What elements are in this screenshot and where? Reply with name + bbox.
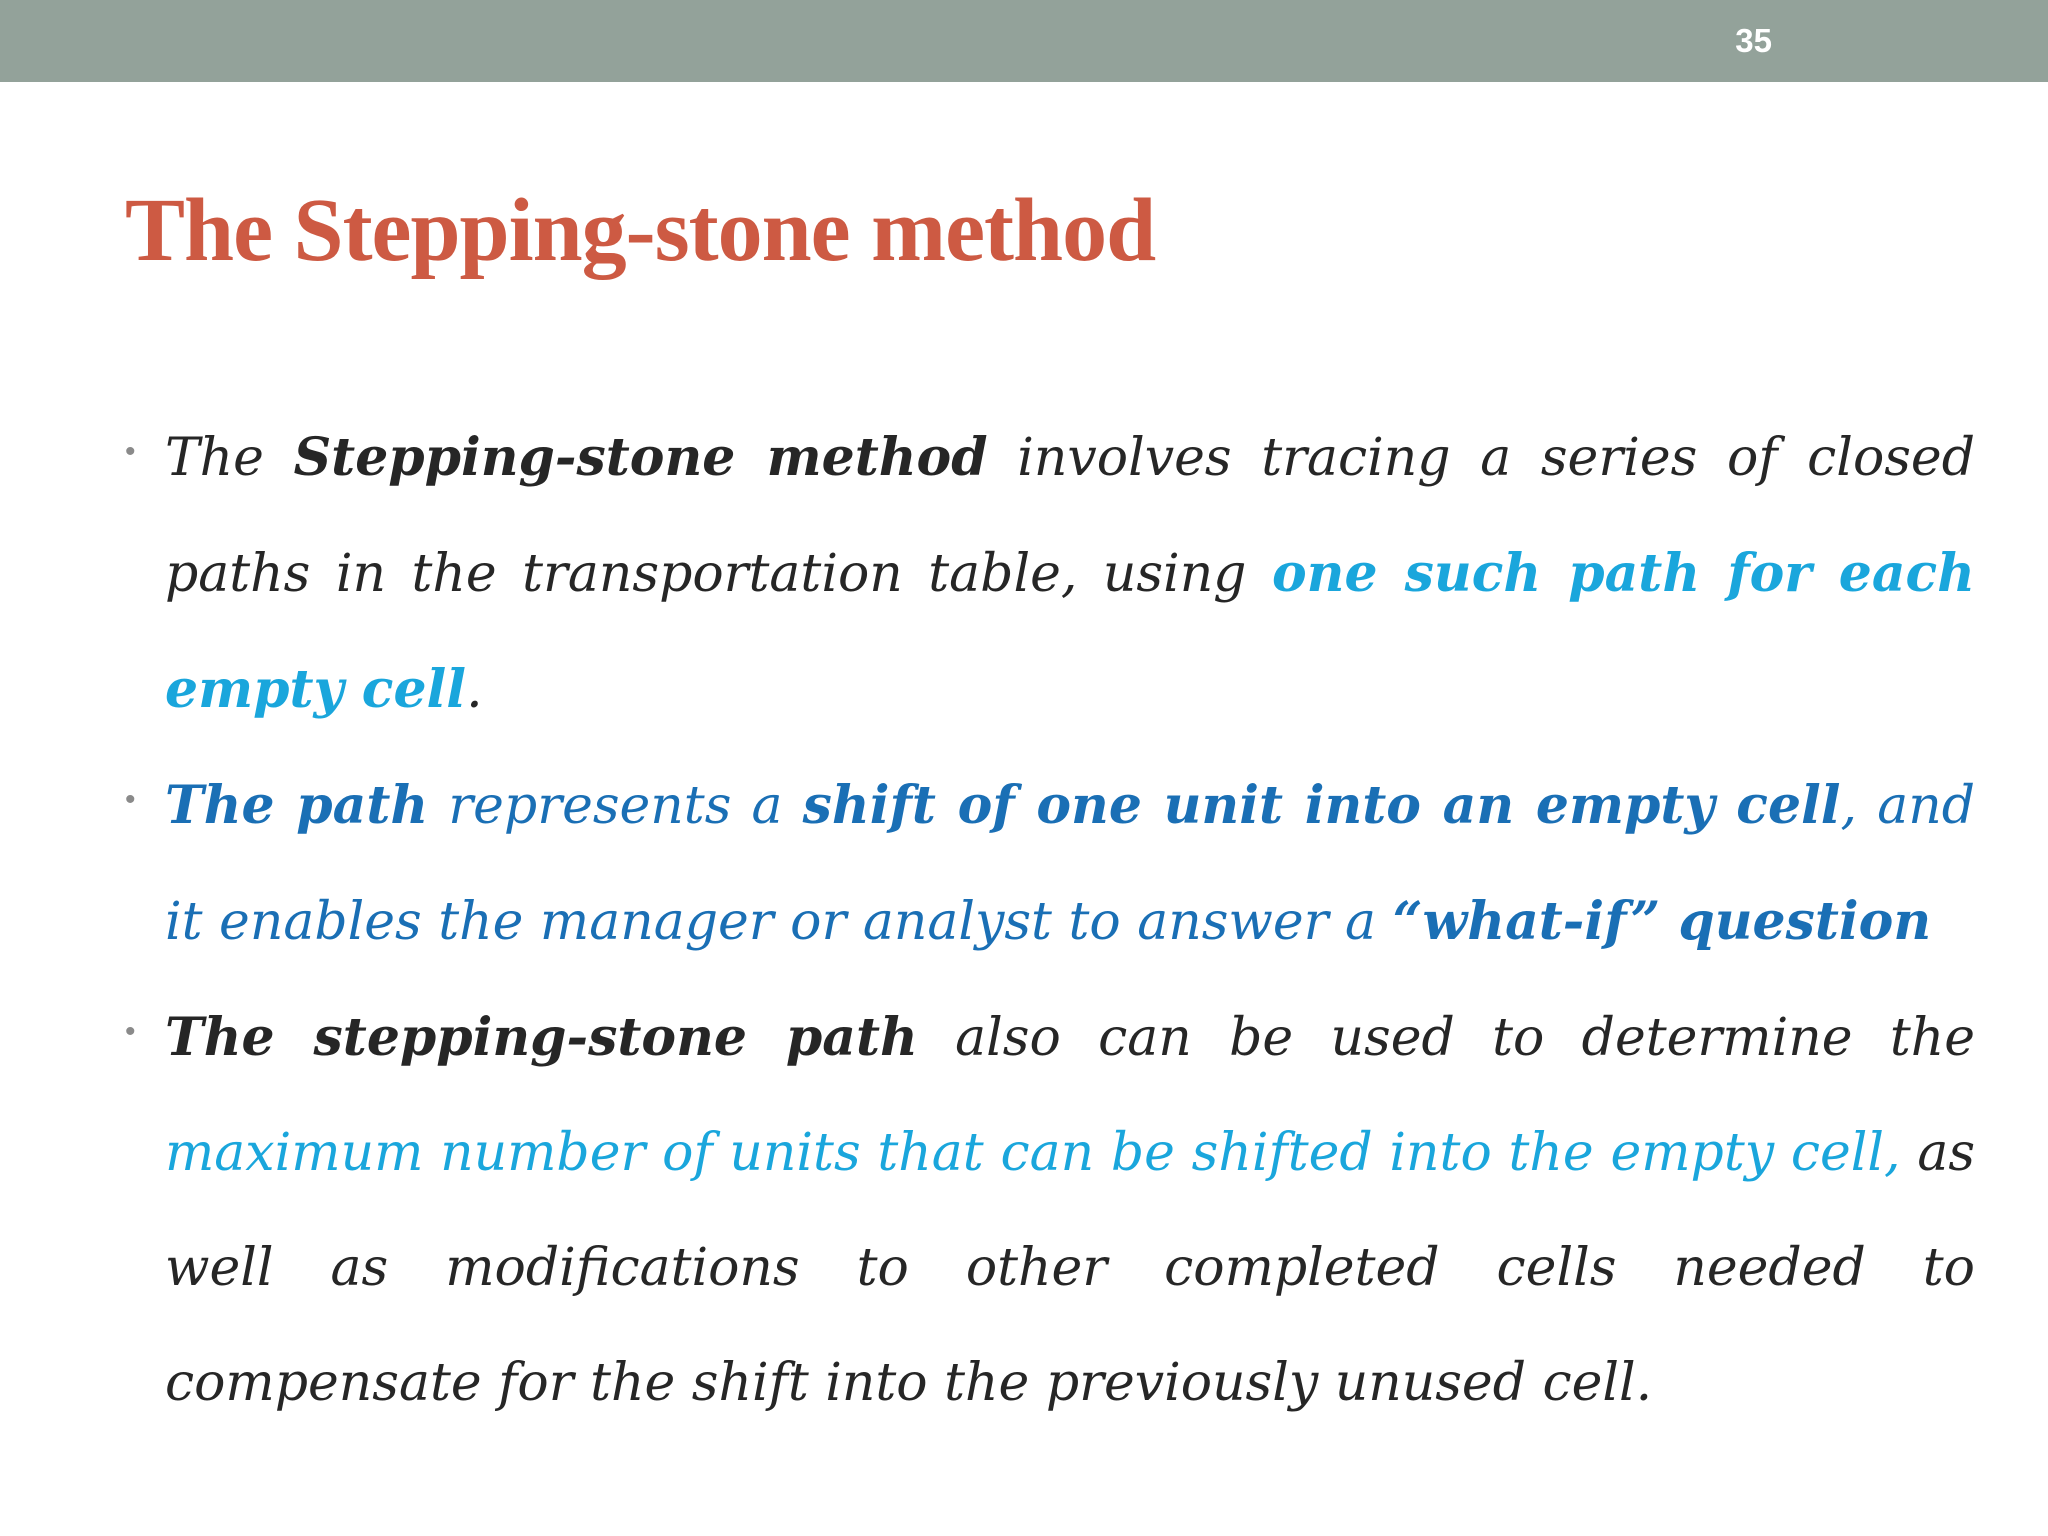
bold-term: The stepping-stone path <box>165 1007 918 1068</box>
bullet-item <box>125 980 1975 1441</box>
highlight-phrase: one such path for each empty cell <box>165 543 1975 720</box>
page-number: 35 <box>1735 22 1772 59</box>
highlight-phrase: maximum number of units that can be shifted into the empty cell, <box>165 1123 1901 1183</box>
top-bar <box>0 0 2048 82</box>
text-segment: , and it enables the manager or analyst to answer a <box>165 776 1975 952</box>
bullet-item <box>125 748 1975 980</box>
slide-title: The Stepping-stone method <box>125 181 1156 280</box>
bullet-list <box>125 400 1975 1441</box>
bold-term: The path <box>165 775 429 836</box>
text-segment: involves tracing a series of closed paths in the transportation table, using <box>165 428 1975 604</box>
text-segment: represents a <box>428 776 803 836</box>
bold-term: Stepping-stone method <box>293 427 988 488</box>
text-segment: also can be used to determine the <box>917 1008 1975 1068</box>
text-segment: as well as modifications to other completed cells needed to compensate for the shift into the previously unused cell. <box>165 1123 1976 1413</box>
bullet-item <box>125 400 1975 748</box>
highlight-phrase: “what-if” question <box>1392 891 1932 952</box>
highlight-phrase: shift of one unit into an empty cell <box>802 775 1841 836</box>
text-segment: . <box>466 660 483 720</box>
text-segment: The <box>165 428 294 488</box>
